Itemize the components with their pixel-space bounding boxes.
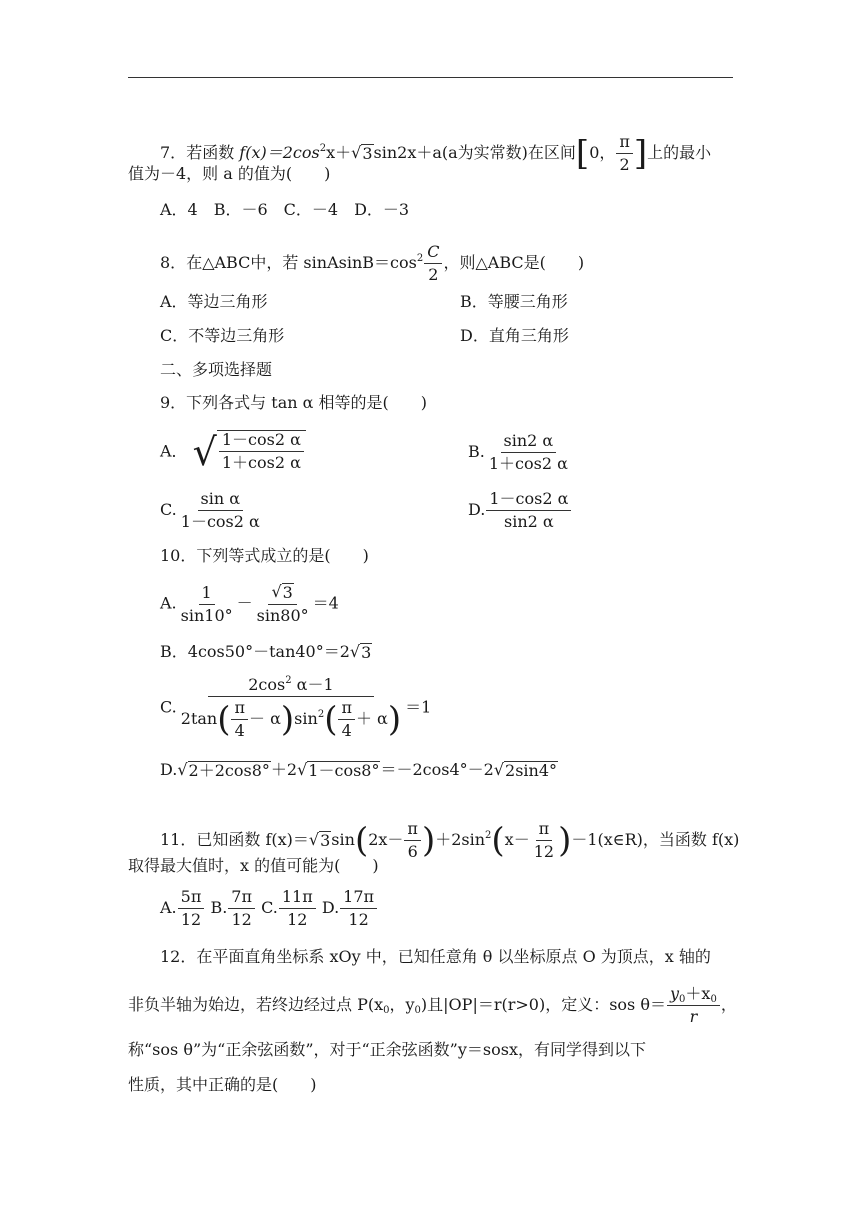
q8-stem: 8．在△ABC中，若 $sinAsinB=\cos^2$ $\frac{C}{2}$ ，则△ABC是( ): [160, 242, 585, 284]
q11-line1: 11．已知函数 f(x)＝ √ 3 sin(2x－ $\frac{\pi}{6}$ )$+2\sin^2(x-$ $\frac{\pi}{12}$ )－1(x∈R)，当函数 f(x): [160, 819, 740, 861]
q9-option-b: B. $\frac{\sin 2 \alpha}{1+\cos 2 \alpha}$: [468, 431, 568, 473]
q7-line1: 7．若函数 $f(x)=2\cos^2x+$ √ 3 sin2x＋a(a为实常数)在区间[0， $\frac{\pi}{2}$ ]上的最小: [160, 132, 712, 174]
q8-option-c: C．不等边三角形: [160, 326, 285, 345]
q8-option-d: D．直角三角形: [460, 326, 569, 345]
header-rule: [128, 77, 733, 78]
q7-line2: 值为－4，则 a 的值为( ): [128, 164, 331, 183]
q12-line2: 非负半轴为始边，若终边经过点 $P(x_0$，$y_0$)且|OP|＝r(r>0)，定义：sos θ＝ $\frac{y_0+x_0}{r}$ ，: [128, 984, 737, 1026]
q10-option-d: D. √ 2＋2cos8° ＋2 √ 1－cos8° ＝－2cos4°－2 √ 2sin4°: [160, 760, 558, 780]
section-heading: 二、多项选择题: [160, 360, 273, 379]
q8-option-a: A．等边三角形: [160, 292, 268, 311]
q12-line3: 称“sos θ”为“正余弦函数”，对于“正余弦函数”y＝sosx，有同学得到以下: [128, 1040, 646, 1059]
q7-number: 7．: [160, 143, 187, 162]
q10-option-b: B．4cos50°－tan40°＝2 √ 3: [160, 642, 372, 662]
c-over-2: $\frac{C}{2}$: [424, 243, 442, 284]
q9-option-d: D. $\frac{1-\cos 2 \alpha}{\sin 2 \alpha}$: [468, 490, 572, 531]
q10-option-a: A. $\frac{1}{\sin 10^\circ}$ － √ 3 sin80° ＝4: [160, 582, 339, 625]
sqrt: √ 3: [351, 143, 373, 163]
q8-option-b: B．等腰三角形: [460, 292, 568, 311]
q12-line1: 12．在平面直角坐标系 xOy 中，已知任意角 θ 以坐标原点 O 为顶点，x 轴的: [160, 947, 711, 966]
q12-line4: 性质，其中正确的是( ): [128, 1075, 317, 1094]
q11-line2: 取得最大值时，x 的值可能为( ): [128, 856, 379, 875]
q7-options: A．4 B．－6 C．－4 D．－3: [160, 200, 410, 219]
q10-option-c: C. $2\cos^2$ α－1 2tan( $\frac{\pi}{4}$ － $\alpha)\sin^2$( $\frac{\pi}{4}$ ＋ α) ＝1: [160, 675, 432, 740]
q9-option-a: A． √ $\frac{1-\cos 2 \alpha}{1+\cos 2 \alpha}$: [160, 430, 306, 474]
q10-stem: 10．下列等式成立的是( ): [160, 546, 369, 565]
pi-over-2: $\frac{\pi}{2}$: [616, 133, 633, 174]
q9-option-c: C. $\frac{\text{sin α}}{1-\cos 2 \alpha}$: [160, 489, 260, 531]
q11-options: A. $\frac{5\pi}{12}$ B. $\frac{7\pi}{12}$ C. $\frac{11\pi}{12}$ D. $\frac{17\pi}{12}$: [160, 888, 378, 929]
q9-stem: 9．下列各式与 tan α 相等的是( ): [160, 393, 428, 412]
